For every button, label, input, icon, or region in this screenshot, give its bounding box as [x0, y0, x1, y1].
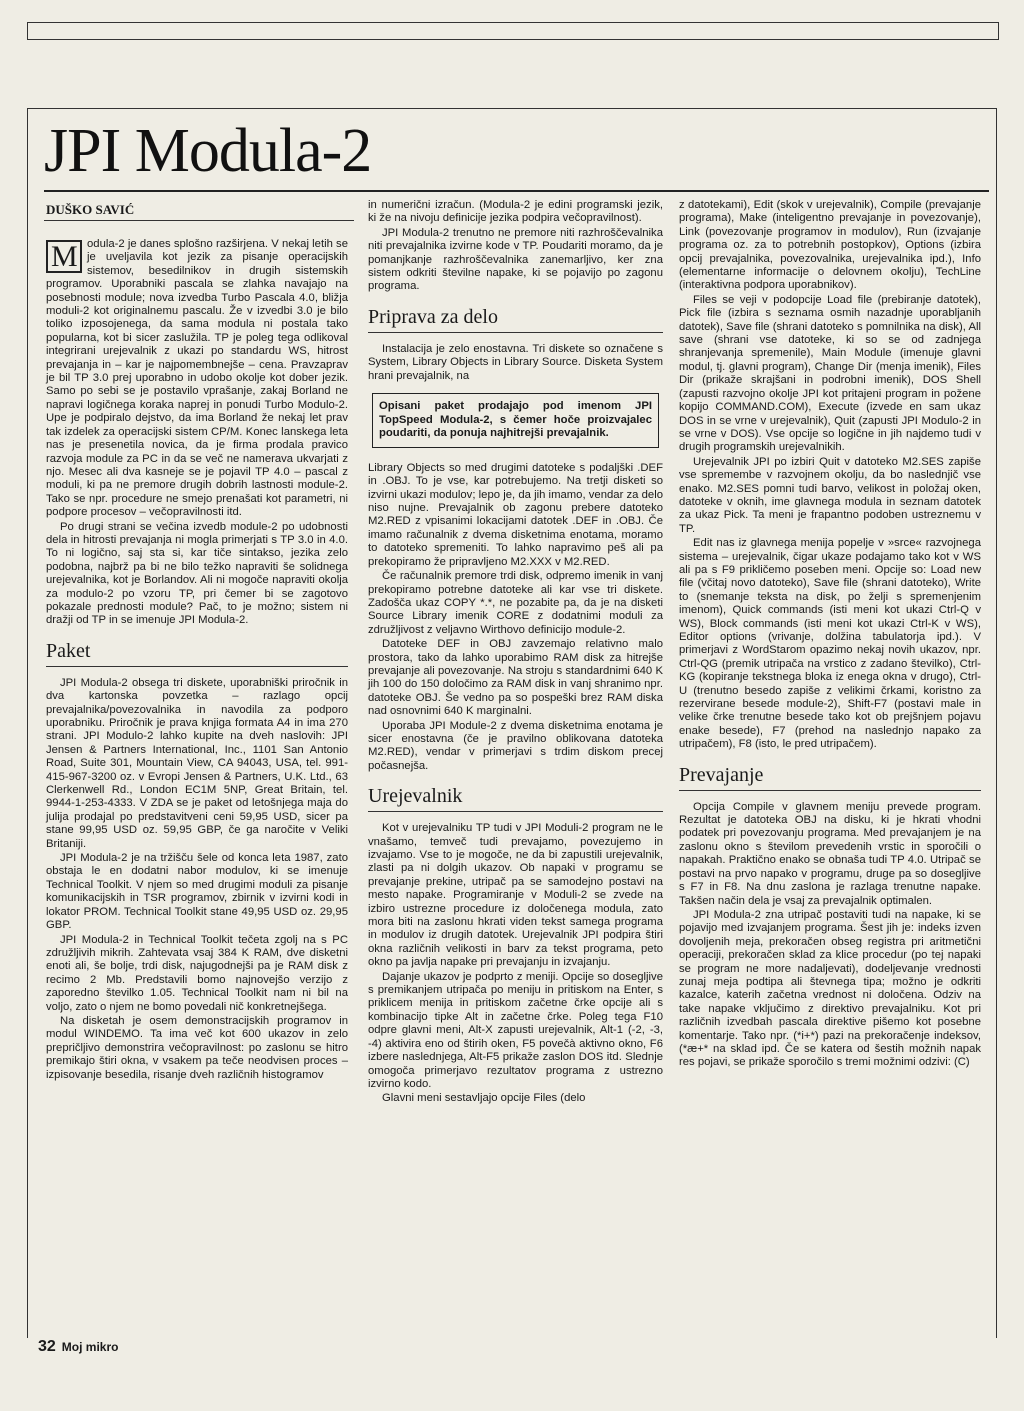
paragraph: Uporaba JPI Module-2 z dvema disketnima enotama je sicer enostavna (če je pravilno oblikovana datoteka M2.RED), vendar v primerjavi s trdim diskom precej počasnejša.	[368, 719, 663, 772]
section-heading-paket: Paket	[46, 640, 348, 667]
paragraph: Na disketah je osem demonstracijskih programov in modul WINDEMO. Ta ima več kot 600 ukazov in zelo prepričljivo demonstrira večopravilnost: po zaslonu se hitro premikajo štiri okna, v vsakem pa teče neodvisen proces – izpisovanje besedila, risanje dveh različnih histogramov	[46, 1014, 348, 1081]
top-frame-bar	[27, 22, 999, 40]
section-heading-priprava: Priprava za delo	[368, 306, 663, 333]
paragraph: Kot v urejevalniku TP tudi v JPI Moduli-2 program ne le vnašamo, temveč tudi prevajamo, povezujemo in izvajamo. Vse to je mogoče, ne da bi zapustili urejevalnik, zlasti pa ni dolgih ukazov. Ob napaki v programu se prevajanje prekine, utripač pa se samodejno postavi na mesto napake. Programiranje v Moduli-2 se zvede na izbiro ustrezne procedure iz določenega modula, zato mora biti na zaslonu hkrati viden tekst samega programa in modulov iz drugih datotek. Urejevalnik JPI podpira štiri okna različnih velikosti in barv za tekst programa, peto okno pa javlja napake pri prevajanju in izvajanju.	[368, 822, 663, 969]
paragraph: Opcija Compile v glavnem meniju prevede program. Rezultat je datoteka OBJ na disku, ki je hkrati vhodni podatek pri povezovanju programa. Med prevajanjem je na zaslonu okno s številom prevedenih vrstic in sporočili o napakah. Praktično enako se obnaša tudi TP 4.0. Utripač se postavi na prvo napako v programu, druge pa so dosegljive s F7 in F8. Na dnu zaslona je razlaga trenutne napake. Takšen način dela je vsaj za prevajalnik optimalen.	[679, 800, 981, 907]
paragraph: z datotekami), Edit (skok v urejevalnik), Compile (prevajanje programa), Make (inteligentno prevajanje in povezovanje), Link (povezovanje programov in modulov), Run (izvajanje programa oz. za to potrebnih postopkov), Options (izbira opcij prevajalnika, povezovalnika, urejevalnika ipd.), Info (elementarne informacije o delovnem okolju), TechLine (interaktivna podpora uporabnikov).	[679, 199, 981, 292]
author-rule	[44, 220, 354, 221]
title-rule	[44, 190, 989, 192]
paragraph: JPI Modula-2 obsega tri diskete, uporabniški priročnik in dva kartonska povzetka – razlago opcij prevajalnika/povezovalnika in navodila za podporo uporabniku. Priročnik je prava knjiga formata A4 in ima 270 strani. JPI Modulo-2 lahko kupite na dveh naslovih: JPI Jensen & Partners International, Inc., 1101 San Antonio Road, Suite 301, Mountain View, CA 94043, USA, tel. 991-415-967-3200 oz. v Evropi Jensen & Partners, U.K. Ltd., 63 Clerkenwell Rd., London EC1M 5NP, Great Britain, tel. 9944-1-253-4333. V ZDA se je paket od letošnjega maja do julija prodajal po predstavitveni ceni 59,95 USD, sicer pa stane 99,95 USD oz. 59,95 GBP, če ga naročite v Veliki Britaniji.	[46, 676, 348, 850]
page-footer	[38, 1338, 118, 1356]
column-2	[368, 199, 663, 1107]
paragraph: JPI Modula-2 in Technical Toolkit tečeta zgolj na s PC združljivih mikrih. Zahtevata vsaj 384 K RAM, dve disketni enoti ali, še bolje, trdi disk, najugodnejši pa je RAM disk z recimo 2 Mb. Predstavili bomo najnovejšo verzijo z zaporedno številko 1.05. Technical Toolkit nam ni bil na voljo, zato o njem ne bomo povedali nič konkretnejšega.	[46, 933, 348, 1013]
author-byline: DUŠKO SAVIĆ	[46, 202, 135, 217]
column-1	[46, 238, 348, 1083]
paragraph: in numerični izračun. (Modula-2 je edini programski jezik, ki že na nivoju definicije jezika podpira večopravilnost).	[368, 199, 663, 225]
intro-paragraph: M odula-2 je danes splošno razširjena. V nekaj letih se je uveljavila kot jezik za pisanje operacijskih sistemov, besedilnikov in drugih sistemskih programov. Uporabniki pascala se zlahka navajajo na posebnosti module; nova izvedba Turbo Pascala 4.0, bližja moduli-2 kot originalnemu pascalu. Že v izvedbi 3.0 je bilo toliko izposojenega, da sama modula ni postala tako popularna, kot bi sicer zaslužila. TP je poleg tega odlikoval integrirani urejevalnik z ukazi po standardu WS, hitrost prevajanja in – kar je najpomembnejše – cena. Pravzaprav je bil TP 3.0 prej uporabno in udobo okolje kot dober jezik. Samo po sebi se je postavilo vprašanje, zakaj Borland ne napravi logičnega koraka naprej in ponudi Turbo Modulo-2. Upe je podpiralo dejstvo, da ima Borland že nekaj let prav tak izdelek za operacijski sistem CP/M. Konec lanskega leta nas je presenetila novica, da je firma prodala pravico razvoja module za PC in da se več ne namerava ukvarjati z njo. Mesec ali dva kasneje se je pojavil TP 4.0 – pascal z moduli, ki pa ne premore drugih dobrih lastnosti module-2. Tako se npr. procedure ne smejo prenašati kot parametri, ni podpore procesov – večopravilnosti itd.	[46, 238, 348, 519]
paragraph: Edit nas iz glavnega menija popelje v »srce« razvojnega sistema – urejevalnik, čigar ukaze podajamo tako kot v WS ali pa s F9 prikličemo poseben meni. Opcije so: Load new file (včitaj novo datoteko), Save file (shrani datoteko), Write to (snemanje teksta na disk, po želji s spremenjenim imenom), Quick commands (isti meni kot ukazi Ctrl-Q v WS), Block commands (isti meni kot ukazi Ctrl-K v WS), Editor options (vrivanje, dolžina tabulatorja ipd.). V primerjavi z WordStarom opazimo nekaj novih ukazov, npr. Ctrl-QG (premik utripača na vrstico z zadano številko), Ctrl-KG (kopiranje tekstnega bloka iz enega okna v drugo), Ctrl-U (trenutno besedo zapiše z velikimi črkami, koristno za rezervirane besede module-2), Shift-F7 (postavi male in velike črke trenutne besede tako kot ob prejšnjem pojavu enake besede), F7 (prehod na naslednjo napako za utripačem), F8 (isto, le pred utripačem).	[679, 537, 981, 751]
paragraph: Urejevalnik JPI po izbiri Quit v datoteko M2.SES zapiše vse spremembe v razvojnem okolju, da bo naslednjič vse enako. M2.SES pomni tudi barvo, velikost in položaj oken, datoteke v oknih, ime glavnega modula in seznam datotek za ukaz Pick. Ta meni je frapantno podoben ustreznemu v TP.	[679, 455, 981, 535]
section-heading-prevajanje: Prevajanje	[679, 764, 981, 791]
paragraph: Po drugi strani se večina izvedb module-2 po udobnosti dela in hitrosti prevajanja ni mogla primerjati s TP 3.0 in 4.0. To ni logično, saj sta si, kar tiče sintakso, jezika zelo podobna, najbrž pa bi ne bilo težko napraviti še solidnega urejevalnika, kot je Borlandov. Ali ni mogoče napraviti okolja za modulo-2 po vzoru TP, pri čemer bi se zagotovo pokazale prednosti module? Pač, to je možno; sistem ni dražji od TP in se imenuje JPI Modula-2.	[46, 520, 348, 627]
paragraph: Datoteke DEF in OBJ zavzemajo relativno malo prostora, tako da lahko uporabimo RAM disk za hitrejše prevajanje ali povezovanje. Na stroju s standardnimi 640 K jih 100 do 150 določimo za RAM disk in vanj shranimo npr. datoteke OBJ. Še vedno pa so pospeški brez RAM diska nad osnovnimi 640 K marginalni.	[368, 638, 663, 718]
paragraph: Če računalnik premore trdi disk, odpremo imenik in vanj prekopiramo potrebne datoteke ali kar vse tri diskete. Zadošča ukaz COPY *.*, ne pozabite pa, da je na disketi Source Library imenik CORE z dodatnimi moduli za združljivost z veljavno Wirthovo definicijo module-2.	[368, 570, 663, 636]
paragraph: JPI Modula-2 je na tržišču šele od konca leta 1987, zato obstaja le en dodatni nabor modulov, ki se imenuje Technical Toolkit. V njem so med drugimi moduli za pisanje komunikacijskih in TSR programov, zbirnik v izvirni kodi in lokator PROM. Technical Toolkit stane 49,95 USD oz. 29,95 GBP.	[46, 852, 348, 932]
paragraph: Library Objects so med drugimi datoteke s podaljški .DEF in .OBJ. To je vse, kar potrebujemo. Na tretji disketi so izvirni ukazi modulov; lepo je, da jih imamo, vendar za delo niso nujne. Prevajalnik ob zagonu prebere datoteko M2.RED z vpisanimi lokacijami datotek .DEF in .OBJ. Če imamo računalnik z dvema disketnima enotama, moramo to datoteko spremeniti. To lahko napravimo peš ali pa prekopiramo že pripravljeno M2.XXX v M2.RED.	[368, 461, 663, 568]
page-number: 32	[38, 1338, 56, 1355]
magazine-name: Moj mikro	[61, 1340, 119, 1354]
paragraph: Dajanje ukazov je podprto z meniji. Opcije so dosegljive s premikanjem utripača po meniju in pritiskom na Enter, s priklicem menija in pritiskom začetne črke opcije ali s kombinacijo tipke Alt in začetne črke. Poleg tega F10 odpre glavni meni, Alt-X zapusti urejevalnik, Alt-1 (-2, -3, -4) aktivira eno od štirih oken, F5 povečà aktivno okno, F6 izbere naslednjega, Alt-F5 prikaže zaslon DOS itd. Slednje omogoča primerjavo rezultatov programa z ustrezno izvirno kodo.	[368, 970, 663, 1090]
paragraph: Instalacija je zelo enostavna. Tri diskete so označene s System, Library Objects in Library Source. Disketa System hrani prevajalnik, na	[368, 342, 663, 382]
section-heading-urejevalnik: Urejevalnik	[368, 785, 663, 812]
paragraph: JPI Modula-2 zna utripač postaviti tudi na napake, ki se pojavijo med izvajanjem programa. Šest jih je: indeks izven dovoljenih meja, prekoračen obseg registra pri aritmetični operaciji, prekoračen sklad za klice procedur (po tej napaki se program ne more nadaljevati), dodeljevanje vrednosti zunaj meja podtipa ali števnega tipa; možno je odkriti kazalce, katerih začetna vrednost ni določena. Odziv na take napake vključimo z direktivo prevajalniku. Kot pri različnih izvedbah pascala direktive pišemo kot posebne komentarje. Tako npr. (*i+*) pazi na prekoračenje indeksov, (*æ+* na sklad ipd. Če se katera od šestih možnih napak res pojavi, se prikaže sporočilo s tremi možnimi odzivi: (C)	[679, 908, 981, 1069]
paragraph: Glavni meni sestavljajo opcije Files (delo	[382, 1092, 586, 1105]
drop-cap: M	[46, 240, 82, 273]
article-title: JPI Modula-2	[44, 117, 372, 185]
column-3	[679, 199, 981, 1071]
paragraph: Files se veji v podopcije Load file (prebiranje datotek), Pick file (izbira s seznama osmih nazadnje uporabljanih datotek), Save file (shrani datoteko s pomnilnika na disk), All save (shrani vse datoteke, ki so se od zadnjega shranjevanja spremenile), Main Module (imenuje glavni modul, tj. glavni program), Change Dir (menja imenik), Files Dir (prikaže skrajšani in podrobni imenik), DOS Shell (zapusti razvojno okolje JPI kot pritajeni program in požene kopijo COMMAND.COM), Execute (izvede en sam ukaz DOS in se vrne v urejevalnik), Quit (zapusti JPI Modulo-2 in se vrne v DOS). Vse opcije so logične in jih najdemo tudi v drugih programskih urejevalnikih.	[679, 293, 981, 454]
callout-box: Opisani paket prodajajo pod imenom JPI TopSpeed Modula-2, s čemer hoče proizvajalec poudariti, da ponuja najhitrejši prevajalnik.	[372, 393, 659, 448]
paragraph: JPI Modula-2 trenutno ne premore niti razhroščevalnika niti prevajalnika izvirne kode v TP. Poudariti moramo, da je pomanjkanje razhroščevalnika zanemarljivo, ker zna sistem odkriti številne napake, ki se pojavijo po zagonu programa.	[368, 226, 663, 293]
